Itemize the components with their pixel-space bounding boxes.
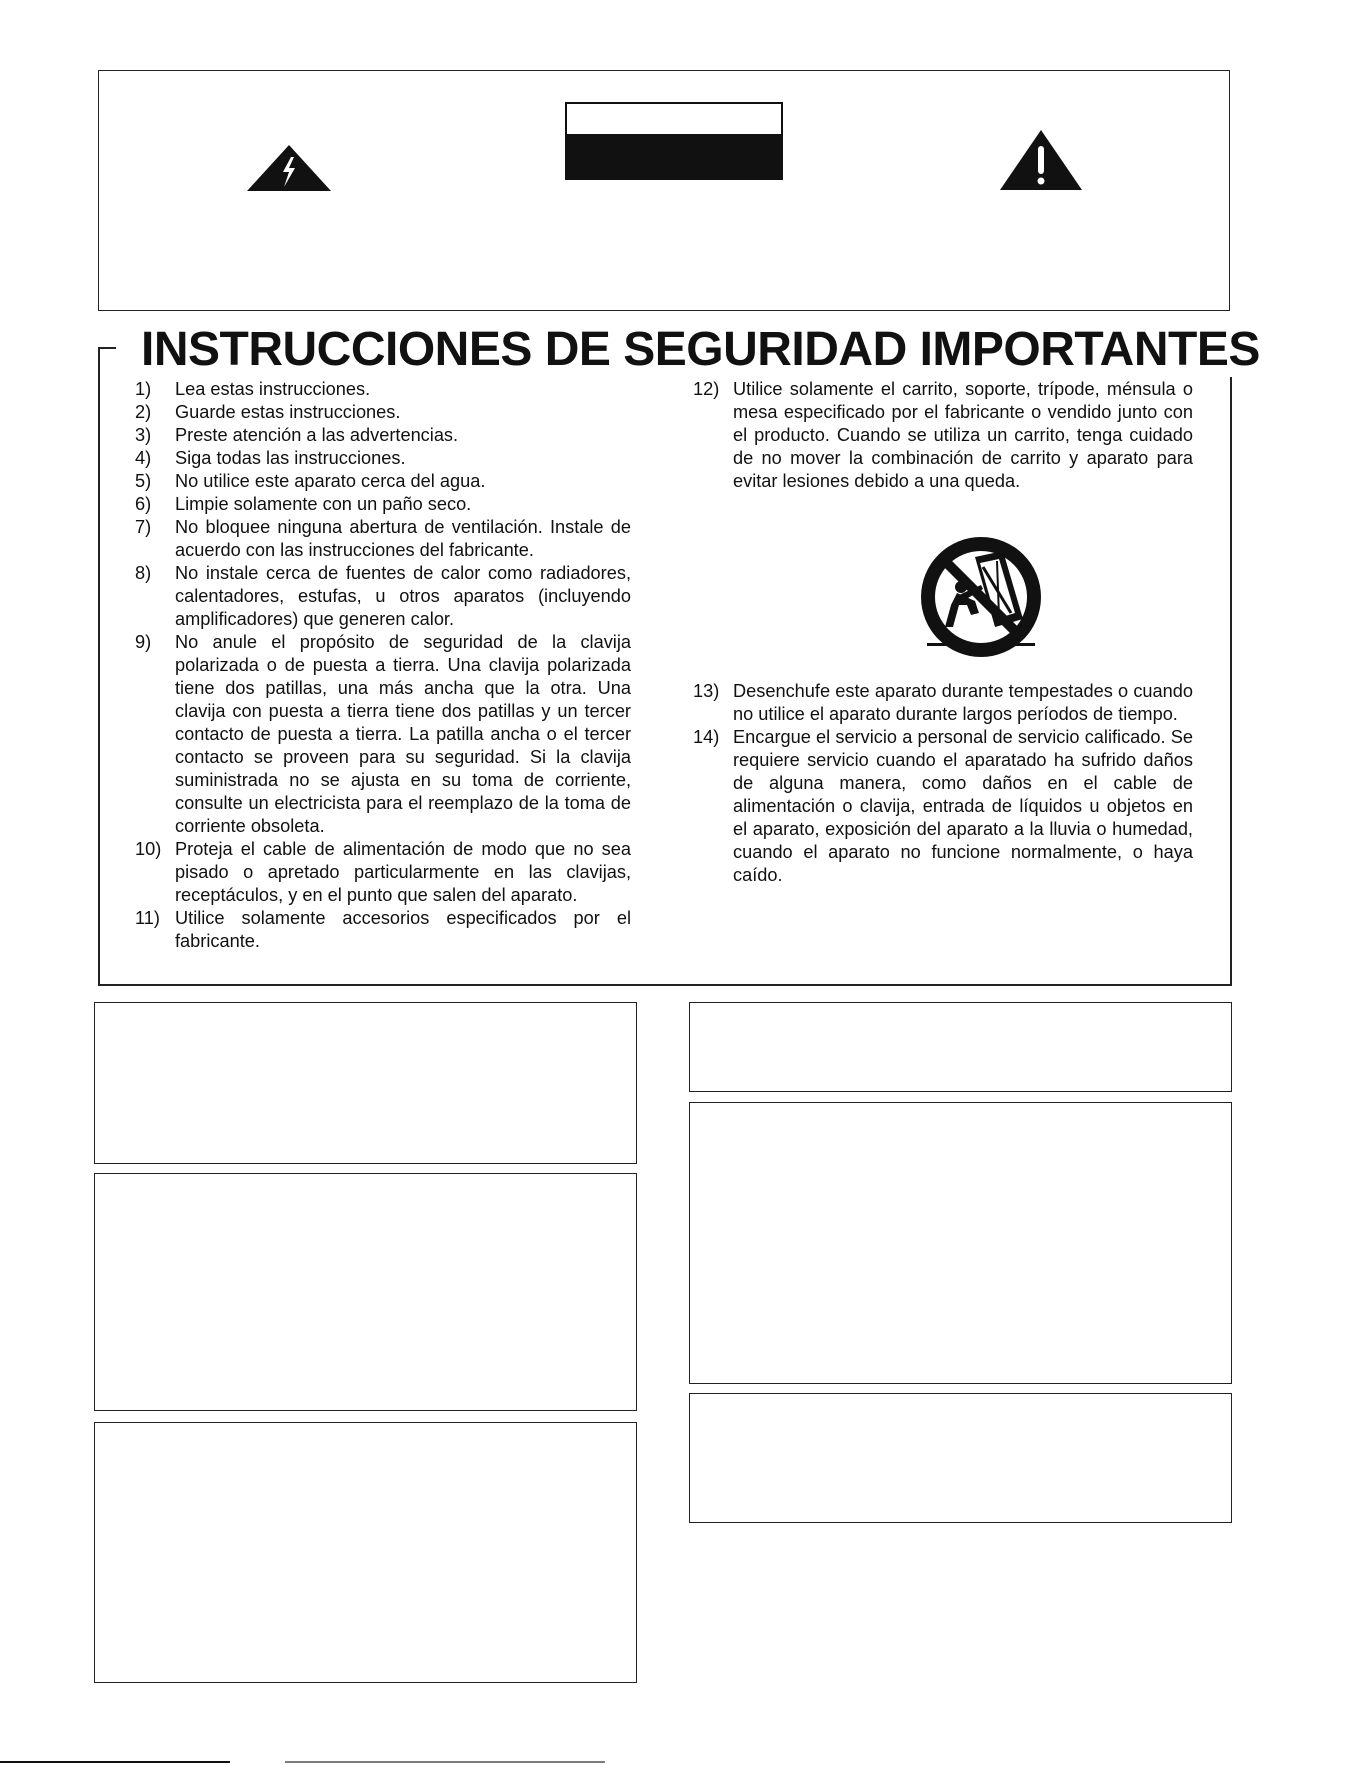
frame-left-border: [98, 347, 100, 985]
item-text: No utilice este aparato cerca del agua.: [175, 471, 486, 491]
list-item: [135, 378, 631, 401]
item-text: Utilice solamente accesorios especificados por el fabricante.: [175, 908, 631, 951]
caution-label-bar: [567, 134, 781, 178]
list-item: [135, 516, 631, 562]
list-item: [135, 470, 631, 493]
list-item: [135, 838, 631, 907]
item-number: 12): [693, 379, 720, 399]
list-item: [693, 680, 1193, 726]
notice-box: [94, 1173, 637, 1411]
list-item: [693, 726, 1193, 887]
item-text: No anule el propósito de seguridad de la clavija polarizada o de puesta a tierra. Una clavija polarizada tiene dos patillas, una más ancha que la otra. Una clavija con puesta a tierra tiene dos patillas y un tercer contacto de puesta a tierra. La patilla ancha o el tercer contacto se proveen para su seguridad. Si la clavija suministrada no se ajusta en su toma de corriente, consulte un electricista para el reemplazo de la toma de corriente obsoleta.: [175, 632, 631, 836]
exclamation-warning-icon: [1000, 130, 1082, 190]
item-number: 8): [135, 563, 152, 583]
item-number: 10): [135, 839, 162, 859]
item-text: Utilice solamente el carrito, soporte, trípode, ménsula o mesa especificado por el fabricante o vendido junto con el producto. Cuando se utiliza un carrito, tenga cuidado de no mover la combinación de carrito y aparato para evitar lesiones debido a una queda.: [733, 379, 1193, 491]
list-item: [135, 447, 631, 470]
item-text: Preste atención a las advertencias.: [175, 425, 459, 445]
item-text: Proteja el cable de alimentación de modo que no sea pisado o apretado particularmente en las clavijas, receptáculos, y en el punto que salen del aparato.: [175, 839, 631, 905]
frame-right-border: [1230, 347, 1232, 985]
right-instructions-column-top: [693, 378, 1193, 493]
item-text: Desenchufe este aparato durante tempestades o cuando no utilice el aparato durante largos períodos de tiempo.: [733, 681, 1193, 724]
list-item: [135, 424, 631, 447]
item-text: Siga todas las instrucciones.: [175, 448, 406, 468]
notice-box: [689, 1102, 1232, 1384]
footer-rule: [0, 1761, 230, 1763]
cart-tip-over-warning-icon: [913, 535, 1049, 659]
list-item: [135, 493, 631, 516]
item-text: Lea estas instrucciones.: [175, 379, 371, 399]
lightning-warning-icon: [247, 145, 331, 191]
item-text: Guarde estas instrucciones.: [175, 402, 401, 422]
list-item: [135, 401, 631, 424]
page-title: INSTRUCCIONES DE SEGURIDAD IMPORTANTES: [135, 322, 1266, 377]
list-item: [135, 631, 631, 838]
item-number: 3): [135, 425, 152, 445]
item-number: 7): [135, 517, 152, 537]
item-number: 9): [135, 632, 152, 652]
list-item: [135, 907, 631, 953]
notice-box: [689, 1002, 1232, 1092]
notice-box: [94, 1002, 637, 1164]
item-number: 14): [693, 727, 720, 747]
item-text: Limpie solamente con un paño seco.: [175, 494, 472, 514]
item-text: No bloquee ninguna abertura de ventilación. Instale de acuerdo con las instrucciones del fabricante.: [175, 517, 631, 560]
notice-box: [689, 1393, 1232, 1523]
list-item: [135, 562, 631, 631]
item-number: 11): [135, 908, 160, 928]
notice-box: [94, 1422, 637, 1683]
frame-bottom-border: [98, 984, 1232, 986]
item-number: 6): [135, 494, 152, 514]
item-number: 2): [135, 402, 152, 422]
list-item: [693, 378, 1193, 493]
item-number: 4): [135, 448, 152, 468]
right-instructions-column-bottom: [693, 680, 1193, 887]
item-number: 1): [135, 379, 152, 399]
frame-top-left-tick: [98, 347, 116, 349]
item-number: 13): [693, 681, 720, 701]
item-text: No instale cerca de fuentes de calor como radiadores, calentadores, estufas, u otros aparatos (incluyendo amplificadores) que generen calor.: [175, 563, 631, 629]
item-text: Encargue el servicio a personal de servicio calificado. Se requiere servicio cuando el aparatado ha sufrido daños de alguna manera, como daños en el cable de alimentación o clavija, entrada de líquidos u objetos en el aparato, exposición del aparato a la lluvia o humedad, cuando el aparato no funcione normalmente, o haya caído.: [733, 727, 1193, 885]
footer-rule: [285, 1761, 605, 1763]
left-instructions-column: [135, 378, 631, 953]
caution-label: [565, 102, 783, 180]
item-number: 5): [135, 471, 152, 491]
